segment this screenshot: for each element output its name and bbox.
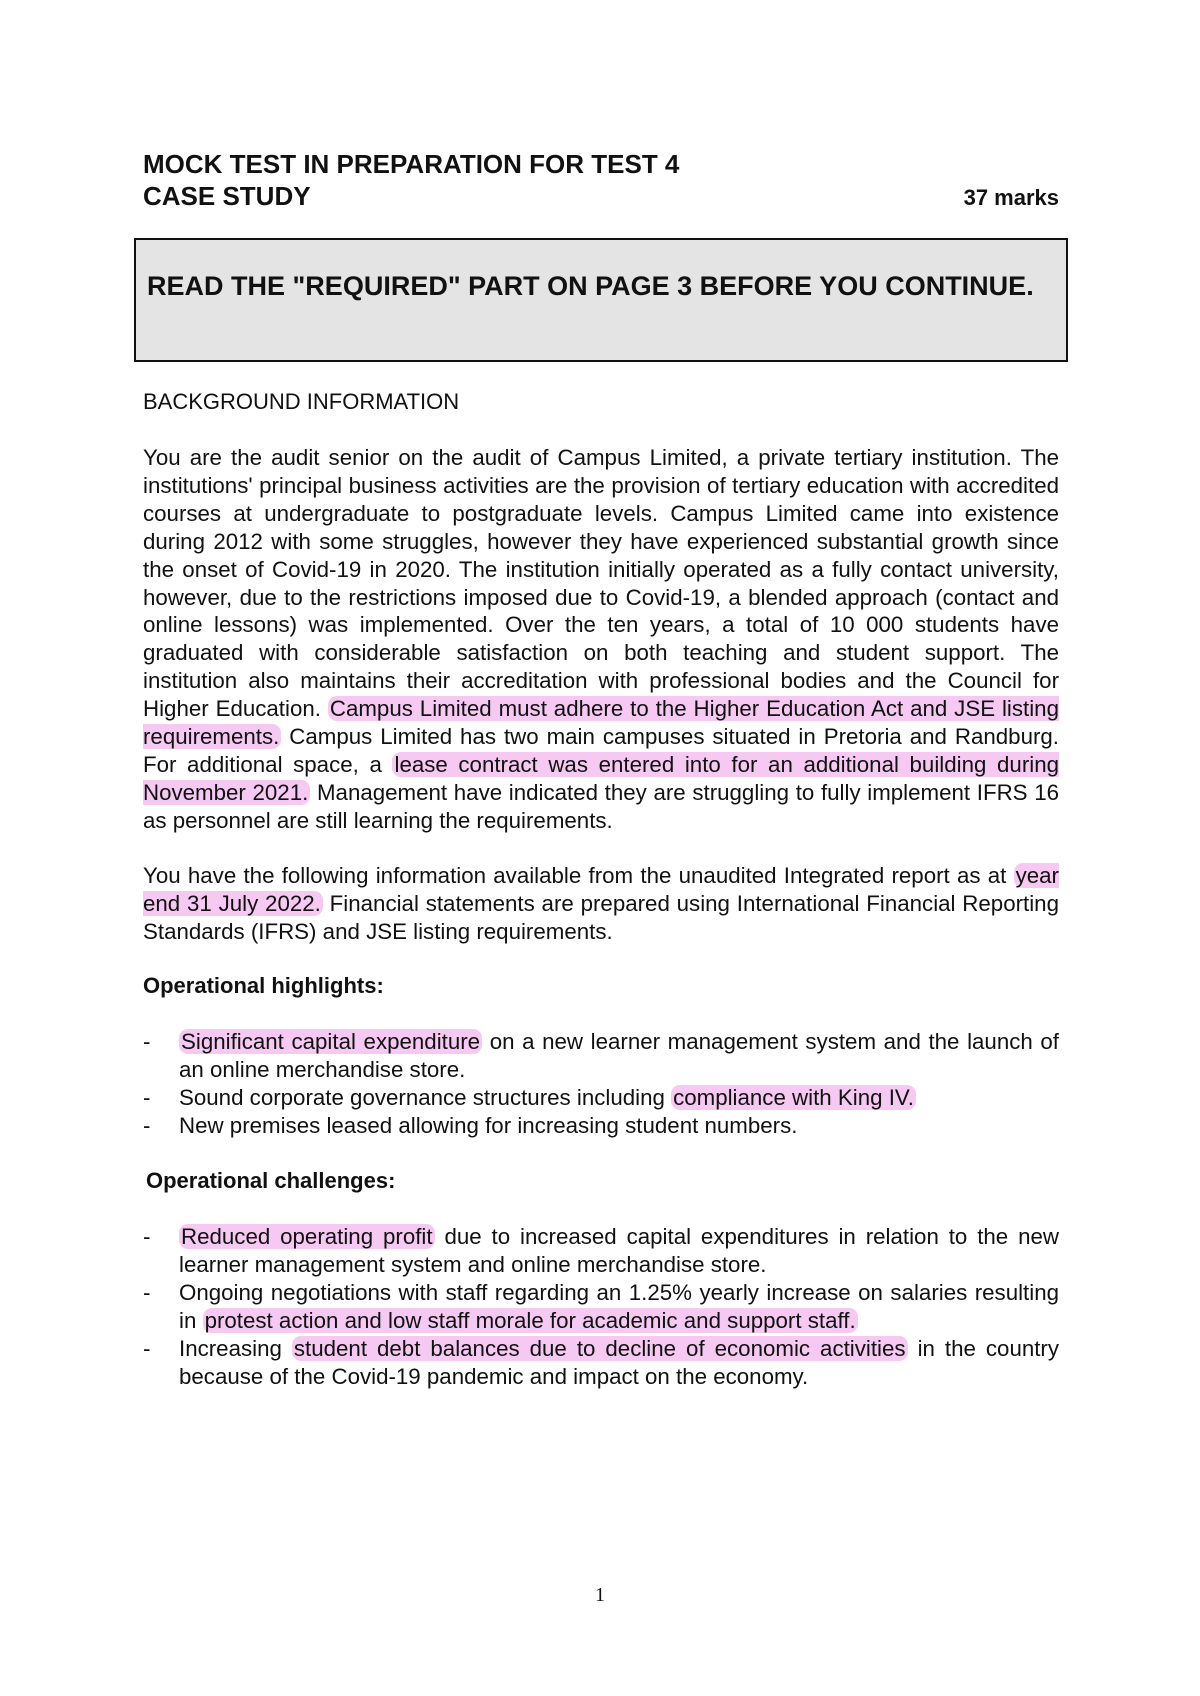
text-run: due to increased capital expenditures in relation to the new learner management system and online merchandise store. <box>179 1224 1059 1277</box>
document-title: MOCK TEST IN PREPARATION FOR TEST 4 <box>143 149 680 179</box>
notice-text: READ THE "REQUIRED" PART ON PAGE 3 BEFORE YOU CONTINUE. <box>147 271 1034 301</box>
text-run: Sound corporate governance structures including <box>179 1085 665 1111</box>
highlighted-text: Reduced operating profit <box>181 1224 433 1250</box>
text-run: You are the audit senior on the audit of Campus Limited, a private tertiary institution. The institutions' principal business activities are the provision of tertiary education with accredited courses at undergraduate to postgraduate levels. Campus Limited came into existence during 2012 with some struggles, however they have experienced substantial growth since the onset of Covid-19 in 2020. The institution initially operated as a fully contact university, however, due to the restrictions imposed due to Covid-19, a blended approach (contact and online lessons) was implemented. Over the ten years, a total of 10 000 students have graduated with considerable satisfaction on both teaching and student support. The institution also maintains their accreditation with professional bodies and the Council for Higher Education. <box>143 445 1059 722</box>
text-run: Ongoing negotiations with staff regarding an 1.25% yearly increase on salaries resulting in <box>179 1279 1059 1333</box>
document-subtitle: CASE STUDY <box>143 181 311 211</box>
page-number: 1 <box>595 1584 605 1606</box>
total-marks: 37 marks <box>963 185 1059 210</box>
list-item <box>143 1028 1059 1084</box>
highlighted-text: student debt balances due to decline of economic activities <box>293 1335 906 1361</box>
list-item <box>143 1335 1059 1391</box>
highlights-list <box>143 1028 1059 1140</box>
document-body <box>143 388 1059 1417</box>
background-heading: BACKGROUND INFORMATION <box>143 389 460 414</box>
highlighted-text: Campus Limited must adhere to the Higher Education Act and JSE listing requirements. <box>143 696 1059 750</box>
text-run: in the country because of the Covid-19 pandemic and impact on the economy. <box>179 1335 1060 1389</box>
text-run: Increasing <box>179 1335 282 1361</box>
list-item <box>143 1084 1059 1112</box>
text-run: New premises leased allowing for increasing student numbers. <box>179 1113 798 1139</box>
notice-box <box>134 238 1068 362</box>
title-block <box>143 148 1059 212</box>
highlighted-text: lease contract was entered into for an additional building during November 2021. <box>143 751 1059 805</box>
list-item <box>143 1223 1059 1279</box>
highlights-heading: Operational highlights: <box>143 973 384 999</box>
list-item <box>143 1279 1059 1335</box>
text-run: You have the following information available from the unaudited Integrated report as at <box>143 862 1007 888</box>
highlighted-text: compliance with King IV. <box>673 1085 914 1111</box>
highlighted-text: year end 31 July 2022. <box>143 862 1059 916</box>
list-item <box>143 1112 1059 1140</box>
challenges-heading: Operational challenges: <box>146 1168 396 1194</box>
text-run: Campus Limited has two main campuses situated in Pretoria and Randburg. For additional space, a <box>143 724 1060 777</box>
background-paragraph-2 <box>143 862 1059 946</box>
challenges-list <box>143 1223 1059 1390</box>
background-paragraph-1 <box>143 444 1059 835</box>
text-run: on a new learner management system and the launch of an online merchandise store. <box>179 1029 1059 1083</box>
text-run: Management have indicated they are struggling to fully implement IFRS 16 as personnel are still learning the requirements. <box>143 779 1059 833</box>
text-run: Financial statements are prepared using International Financial Reporting Standards (IFRS) and JSE listing requirements. <box>143 890 1059 944</box>
highlighted-text: Significant capital expenditure <box>181 1029 481 1055</box>
highlighted-text: protest action and low staff morale for academic and support staff. <box>204 1307 856 1333</box>
